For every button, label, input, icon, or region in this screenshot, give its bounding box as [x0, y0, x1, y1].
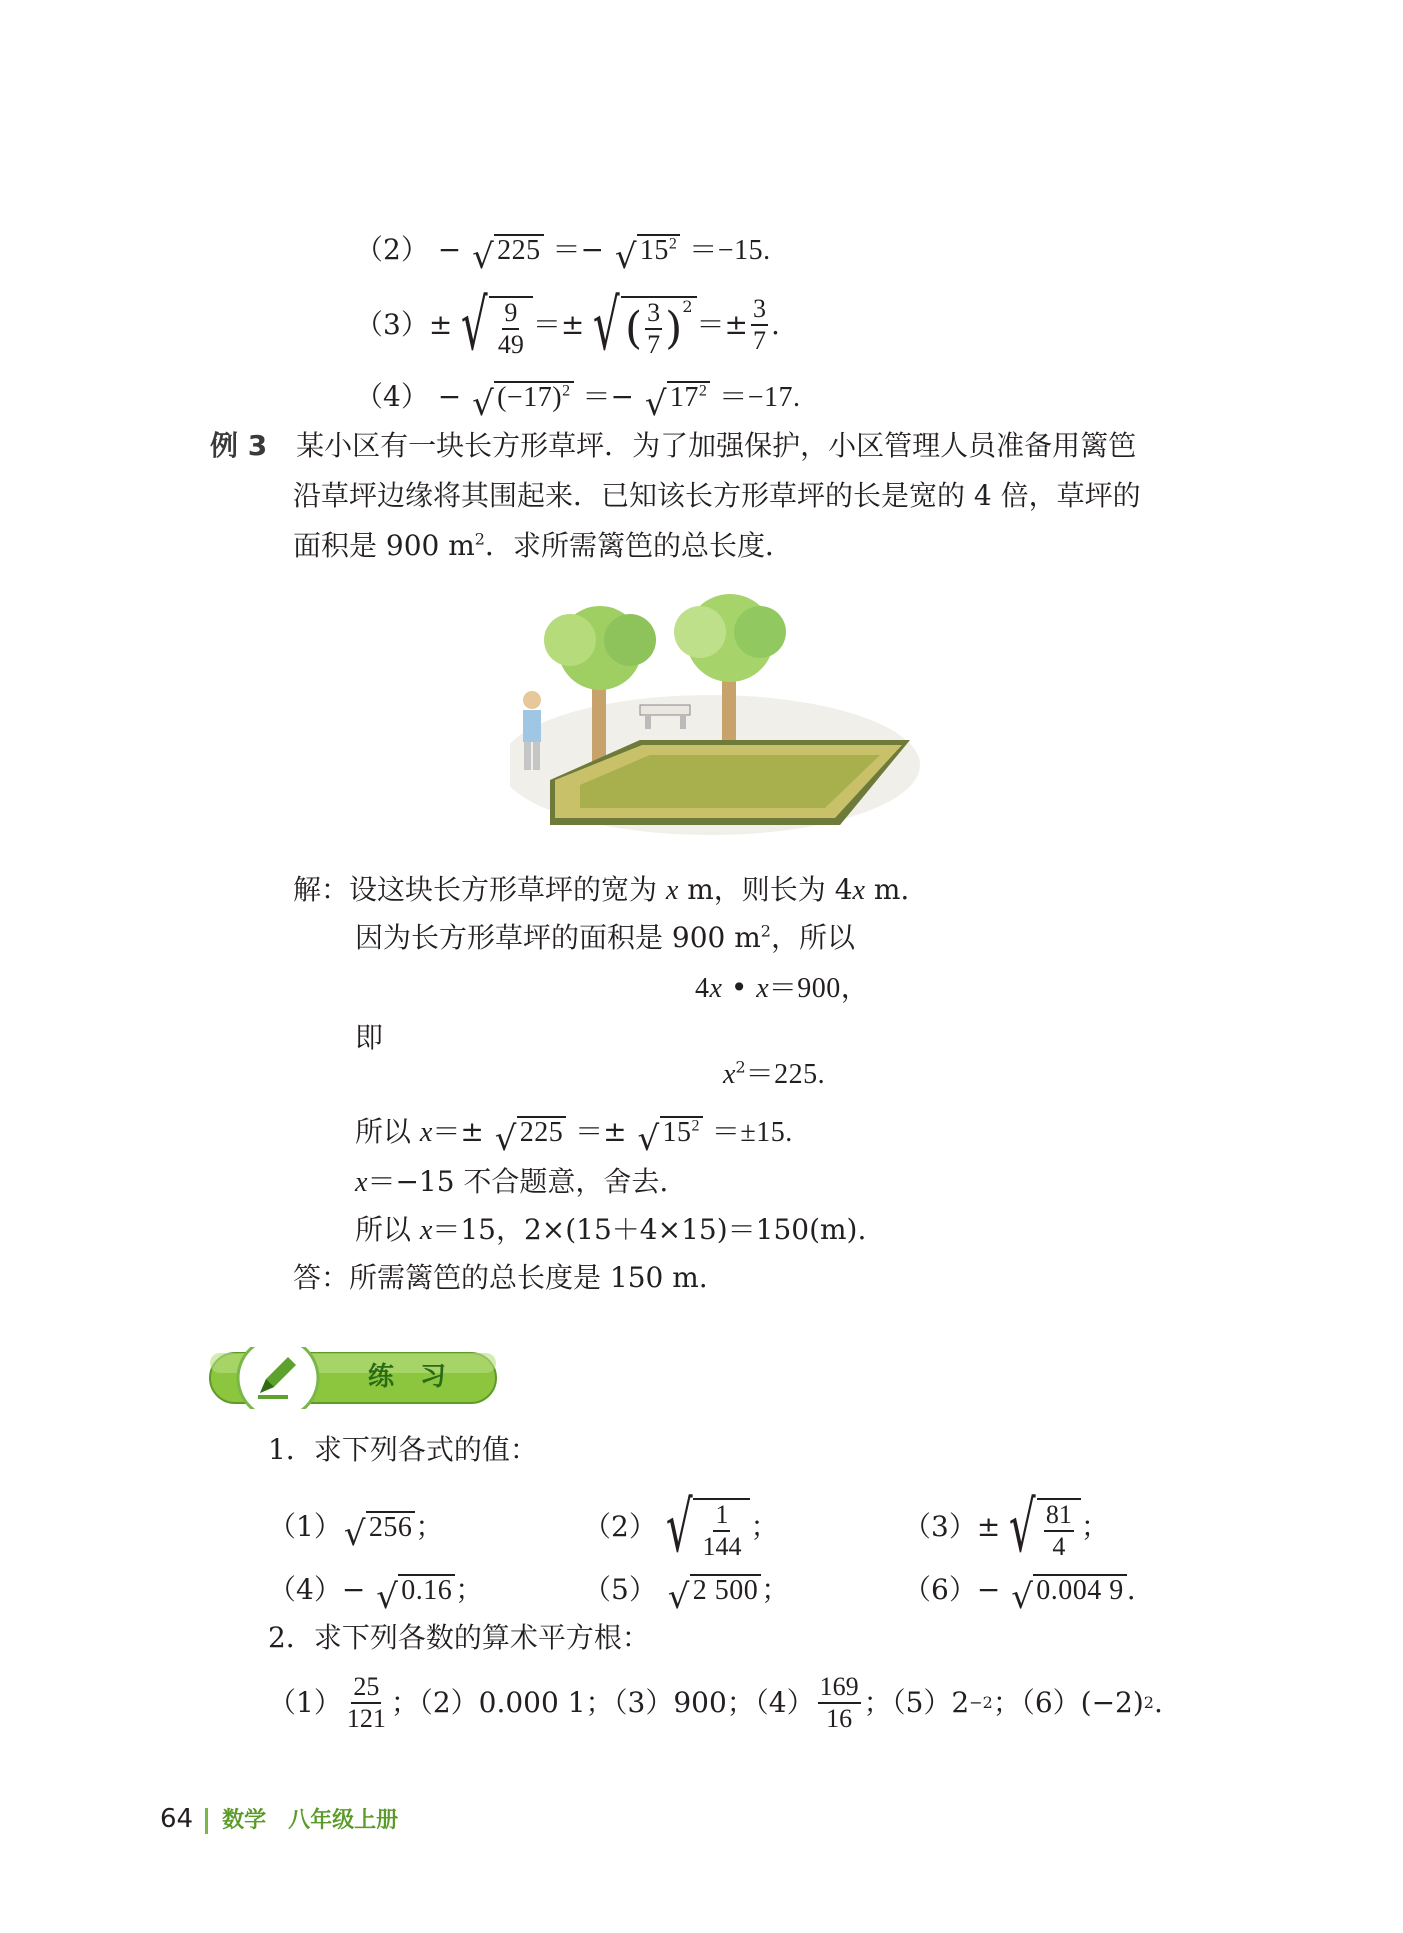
exponent: 2	[691, 1117, 700, 1135]
variable-x: x	[665, 875, 679, 906]
plus-minus: ±	[428, 308, 453, 341]
sqrt-fraction: √ $\frac{81}{4}$	[1000, 1492, 1081, 1562]
exponent: 2	[668, 235, 678, 253]
radicand: 225	[494, 234, 544, 266]
denominator: 4	[1052, 1532, 1066, 1561]
minus-sign: −	[437, 380, 462, 413]
variable-x: x	[419, 1215, 433, 1246]
minus-sign: −	[437, 233, 462, 266]
sqrt-expression: √ 256	[344, 1507, 416, 1547]
minus-sign: −	[976, 1573, 1001, 1606]
numerator: 169	[818, 1672, 861, 1704]
solution-text: 即	[355, 1021, 384, 1054]
solution-text: 解：设这块长方形草坪的宽为	[293, 873, 666, 906]
exponent: 2	[698, 382, 708, 400]
practice-question-2	[268, 1618, 650, 1658]
result: ＝−17.	[719, 382, 801, 413]
variable-x: x	[852, 875, 865, 906]
dot-operator: •	[721, 971, 757, 1004]
exponent: 2	[562, 382, 571, 400]
answer-line	[293, 1258, 708, 1298]
result: ＝−15.	[689, 235, 771, 266]
sqrt-fraction-squared: √ ( $\frac{3}{7}$ ) $^2$	[584, 290, 696, 360]
solution-text: ＝−15 不合题意，舍去.	[367, 1165, 669, 1198]
example-3-line-1	[210, 426, 1136, 466]
sqrt-expression: √ $(-17)^2$	[472, 377, 573, 417]
example-text: 沿草坪边缘将其围起来．已知该长方形草坪的长是宽的 4 倍，草坪的	[293, 479, 1141, 512]
item-label: （2）	[583, 1510, 657, 1543]
equals-minus: ＝−	[582, 380, 634, 413]
item-label: （4）	[355, 380, 429, 413]
variable-x: x	[709, 973, 722, 1004]
footer-divider	[205, 1808, 208, 1834]
items-text: ；（6）(−2)	[992, 1686, 1144, 1719]
solution-text: ，所以	[770, 921, 855, 954]
semicolon: ；	[761, 1573, 790, 1606]
sqrt-expression: √ 225	[472, 230, 544, 270]
radicand: (−17)	[497, 382, 563, 413]
semicolon: ；	[455, 1573, 484, 1606]
solution-line-2	[355, 230, 771, 277]
radicand: 15	[639, 235, 669, 266]
q1-item-6	[903, 1570, 1136, 1617]
radicand: 256	[366, 1511, 416, 1543]
answer-text: 答：所需篱笆的总长度是 150 m.	[293, 1261, 708, 1294]
items-text: ；（5）2	[863, 1686, 970, 1719]
numerator: 1	[713, 1500, 730, 1532]
solution-line-4	[355, 377, 801, 424]
question-text: 1．求下列各式的值：	[268, 1433, 538, 1466]
coefficient: 4	[695, 973, 710, 1004]
solution-text: ＝±	[432, 1115, 484, 1148]
lawn-illustration	[510, 590, 930, 860]
variable-x: x	[723, 1059, 736, 1090]
practice-q1-row-1	[268, 1486, 1168, 1568]
solution-text: m，则长为 4	[678, 873, 853, 906]
example-3-line-2	[293, 476, 1141, 516]
numerator: 3	[751, 294, 768, 326]
numerator: 25	[351, 1672, 381, 1704]
practice-q2-items: （1） $\frac{25}{121}$ ；（2）0.000 1；（3）900；（4） $\frac{169}{16}$ ；（5）2 −2 ；（6）(−2) 2 .	[268, 1672, 1163, 1733]
items-text: ；（2）0.000 1；（3）900；（4）	[390, 1686, 815, 1719]
solution-text: ＝15，2×(15＋4×15)＝150(m).	[432, 1213, 867, 1246]
item-label: （2）	[355, 233, 429, 266]
item-label: （5）	[583, 1573, 657, 1606]
equation-rhs: ＝225.	[745, 1059, 826, 1090]
solution-line-2	[355, 918, 855, 958]
sqrt-fraction: √ $\frac{9}{49}$	[452, 290, 533, 360]
solution-line-5	[355, 1112, 793, 1159]
variable-x: x	[756, 973, 769, 1004]
radicand: 17	[669, 382, 699, 413]
variable-x: x	[355, 1167, 368, 1198]
numerator: 81	[1044, 1500, 1074, 1532]
semicolon: ；	[750, 1510, 779, 1543]
q1-item-5	[583, 1570, 903, 1617]
example-3-line-3	[293, 526, 793, 566]
practice-banner	[208, 1347, 498, 1409]
practice-title: 练 习	[368, 1362, 447, 1392]
item-label: （1）	[268, 1686, 342, 1719]
q1-item-3	[903, 1486, 1109, 1568]
radicand: 0.004 9	[1033, 1574, 1127, 1606]
denominator: 7	[647, 330, 661, 359]
equals-pm: ＝±	[696, 308, 748, 341]
denominator: 49	[497, 330, 524, 359]
example-text: 面积是 900 m	[293, 529, 475, 562]
item-label: （6）	[903, 1573, 977, 1606]
result: ＝±15.	[711, 1117, 793, 1148]
equals-minus: ＝−	[552, 233, 604, 266]
period: .	[1126, 1573, 1136, 1606]
denominator: 144	[702, 1532, 742, 1561]
solution-line-7	[355, 1210, 866, 1251]
sqrt-expression: √ $15^2$	[638, 1112, 704, 1152]
equation-rhs: ＝900，	[768, 973, 870, 1004]
sqrt-expression: √ 0.16	[376, 1570, 455, 1610]
solution-text: 所以	[355, 1115, 420, 1148]
page-number: 64	[160, 1804, 194, 1834]
period: .	[770, 308, 780, 341]
sqrt-expression: √ $17^2$	[645, 377, 711, 417]
semicolon: ；	[415, 1510, 444, 1543]
solution-line-1	[293, 870, 909, 911]
sqrt-expression: √ $15^2$	[615, 230, 681, 270]
radicand: 0.16	[398, 1574, 455, 1606]
example-text: 某小区有一块长方形草坪．为了加强保护，小区管理人员准备用篱笆	[296, 429, 1137, 462]
plus-minus: ±	[976, 1510, 1001, 1543]
fraction	[345, 1672, 388, 1734]
numerator: 9	[502, 298, 519, 330]
exponent: 2	[760, 921, 771, 941]
minus-sign: −	[341, 1573, 366, 1606]
sqrt-expression: √ 225	[495, 1112, 567, 1152]
q1-item-2	[583, 1486, 903, 1568]
radicand: 225	[517, 1116, 567, 1148]
solution-line-6	[355, 1162, 668, 1203]
q1-item-1	[268, 1507, 583, 1554]
exponent: 2	[735, 1057, 746, 1077]
variable-x: x	[419, 1117, 433, 1148]
sqrt-expression: √ 2 500	[668, 1570, 762, 1610]
fraction	[818, 1672, 861, 1734]
solution-text: ＝±	[575, 1115, 627, 1148]
radicand: 2 500	[690, 1574, 762, 1606]
ji-line	[355, 1018, 383, 1058]
solution-line-3	[355, 284, 780, 366]
solution-text: 所以	[355, 1213, 420, 1246]
practice-q1-row-2	[268, 1570, 1168, 1617]
sqrt-fraction: √ $\frac{1}{144}$	[657, 1492, 751, 1562]
radicand: 15	[662, 1117, 692, 1148]
denominator: 16	[826, 1704, 853, 1733]
equation-1	[695, 968, 869, 1009]
item-label: （1）	[268, 1510, 342, 1543]
book-title: 数学 八年级上册	[222, 1808, 399, 1833]
equation-2	[723, 1054, 825, 1095]
practice-question-1	[268, 1430, 538, 1470]
period: .	[1153, 1686, 1163, 1719]
question-text: 2．求下列各数的算术平方根：	[268, 1621, 650, 1654]
denominator: 7	[752, 326, 766, 355]
sqrt-expression: √ 0.004 9	[1011, 1570, 1127, 1610]
exponent: 2	[474, 529, 485, 549]
solution-text: 因为长方形草坪的面积是 900 m	[355, 921, 761, 954]
q1-item-4	[268, 1570, 583, 1617]
item-label: （4）	[268, 1573, 342, 1606]
item-label: （3）	[355, 308, 429, 341]
example-text: ．求所需篱笆的总长度．	[484, 529, 793, 562]
example-label: 例 3	[210, 429, 268, 462]
denominator: 121	[346, 1704, 386, 1733]
semicolon: ；	[1080, 1510, 1109, 1543]
numerator: 3	[645, 298, 662, 330]
equals-pm: ＝±	[532, 308, 585, 341]
page-footer	[160, 1803, 398, 1834]
item-label: （3）	[903, 1510, 977, 1543]
solution-text: m.	[864, 873, 910, 906]
